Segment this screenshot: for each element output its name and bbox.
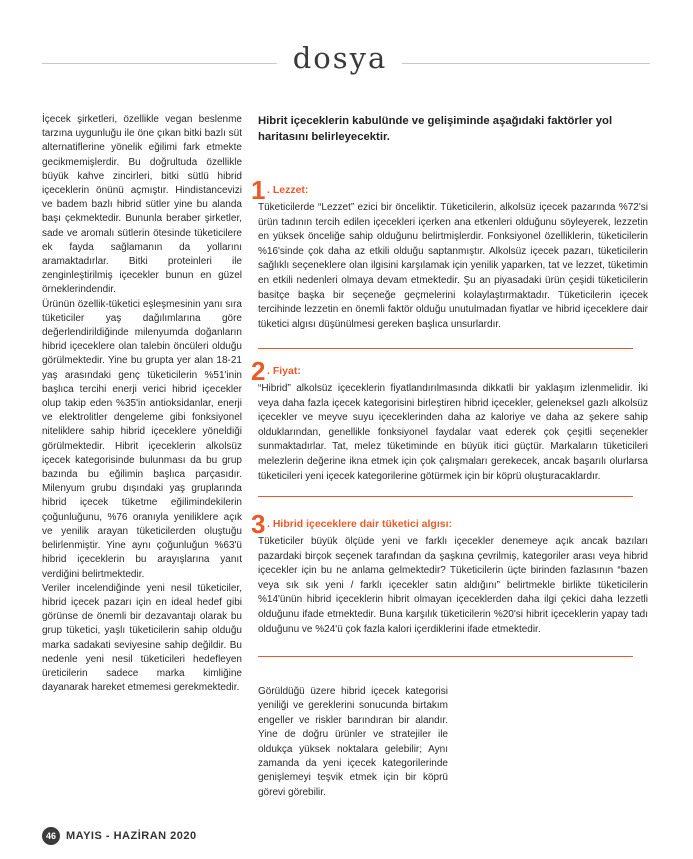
page-number: 46 — [42, 827, 60, 845]
section-body: “Hibrid” alkolsüz içeceklerin fiyatlandırılmasında dikkatli bir yaklaşım izlenmelidir. İki veya daha fazla içecek kategorisini birleştiren hibrid içecekler, geleneksel gazlı alkolsüz içecekler ve meyve suyu içeceklerinden daha az kaloriye ve daha az şekere sahip olduklarından, genellikle fonksiyonel faydalar vaat ederek çok çeşitli seçenekler sunmaktadırlar. Tat, melez tüketiminde en büyük itici güçtür. Markaların tüketicileri melezlerin değerine ikna etmek için çok çalışmaları gerekecek, ancak başarılı olurlarsa tüketicileri yeni içecek kategorilerine götürmek için bir köprü oluşturacaklardır. — [258, 383, 648, 482]
footer — [42, 825, 197, 847]
section-fiyat — [251, 356, 648, 484]
header-rule-left — [42, 63, 277, 64]
section-lezzet — [251, 175, 648, 332]
section-divider — [258, 656, 633, 657]
left-column — [42, 113, 242, 695]
section-body: Tüketiciler büyük ölçüde yeni ve farklı içecekler denemeye açık ancak bazıları pazardaki birçok seçenek tarafından da şaşkına çevrilmiş, kategoriler arası veya hibrid içecekler için bu ne anlama gelmektedir? Tüketicilerin üçte birinden fazlasının “bazen veya sık sık yeni / farklı içecekler satın aldığını” belirtmekle birlikte tüketicilerin %14'ünün hibrid içeceklerin hibrit olmayan içeceklerden daha ilgi çekici daha lezzetli olduğunu ifade etmektedir. Buna karşılık tüketicilerin %20'si hibrit içeceklerin yapay tadı olduğunu ve %24'ü çok fazla kalori içerdiklerini ifade etmektedir. — [258, 536, 648, 635]
section-number: 2 — [251, 356, 266, 386]
issue-date: MAYIS - HAZİRAN 2020 — [66, 830, 197, 842]
left-paragraph-2: Ürünün özellik-tüketici eşleşmesinin yanı sıra tüketiciler yaş dağılımlarına göre değerlendirildiğinde milenyumda doğanların hibrid içeceklere olan talebin öncüleri olduğu görülmektedir. Yine bu grupta yer alan 18-21 yaş arasındaki genç tüketicilerin %51'inin başlıca tercihi enerji verici hibrid içecekler olup takip eden %35'in antioksidanlar, enerji ve elektrolitler dengeleme gibi fonksiyonel niteliklere sahip hibrid içeceklere yöneldiği görülmektedir. Hibrit içeceklerin alkolsüz içecek kategorisinde bulunması da bu grup bazında bu eğilimin başlıca parçasıdır. Milenyum grubu dışındaki yaş gruplarında hibrid içecek tüketme eğilimindekilerin çoğunluğunu, %76 oranıyla yeniliklere açık ve yenilik arayan tüketicilerden oluştuğu belirlenmiştir. Yine aynı çoğunluğun %63'ü hibrid içeceklerin bu arayışlarına yanıt verdiğini belirtmektedir. — [42, 298, 242, 580]
section-header — [251, 356, 648, 386]
section-title: dosya — [292, 41, 388, 75]
section-body: Tüketicilerde “Lezzet” ezici bir önceliktir. Tüketicilerin, alkolsüz içecek pazarında %72'si ürün tadının tercih edilen içecekleri içerken ana etkenleri olduğunu söyleyerek, lezzetin en yüksek önceliğe sahip olduğunu belirtmişlerdir. Fonksiyonel özelliklerin, tüketicilerin %16'sinde çok daha az etkili olduğu saptanmıştır. Alkolsüz içecek pazarı, tüketicilerin sağlıklı seçeneklere olan ilgisini karşılamak için yenilik yaparken, tat ve lezzet, tüketimin en etkili nedenleri olmaya devam etmektedir. Şu an piyasadaki ürün çeşidi tüketicilerin basitçe başka bir seçeneğe geçmelerini kolaylaştırmaktadır. Tüketicilerin içecek tercihinde lezzetin en önemli faktör olduğu unutulmadan fiyatlar ve hibrid içeceklere dair tüketici algısı düşünülmesi gereken başlıca unsurlardır. — [258, 202, 648, 330]
closing-paragraph: Görüldüğü üzere hibrid içecek kategorisi yeniliği ve gereklerini sonucunda birtakım engeller ve riskler barındıran bir alandır. Yine de doğru ürünler ve stratejiler ile oldukça yüksek noktalara gelebilir; Aynı zamanda da yeni içecek kategorilerinde genişlemeyi teşvik etmek için bir köprü görevi görebilir. — [258, 686, 448, 798]
section-header — [251, 509, 648, 539]
header-rule-right — [402, 63, 650, 64]
left-paragraph-3: Veriler incelendiğinde yeni nesil tüketiciler, hibrid içecek pazarı için en ideal hedef gibi görünse de önemli bir dezavantajı olarak bu grup tüketici, yaşlı tüketicilerin sahip olduğu marka sadakati seviyesine sahip değildir. Bu nedenle yeni nesil tüketicileri hedefleyen üreticilerin sadece marka kimliğine dayanarak hareket etmemesi gerekmektedir. — [42, 582, 242, 694]
intro-heading: Hibrit içeceklerin kabulünde ve gelişiminde aşağıdaki faktörler yol haritasını belirleyecektir. — [258, 115, 613, 143]
section-heading: . Hibrid içeceklere dair tüketici algısı: — [267, 518, 452, 530]
left-paragraph-1: İçecek şirketleri, özellikle vegan beslenme tarzına uygunluğu ile öne çıkan bitki bazlı süt alternatiflerine yönelik eğilimi fark etmekte gecikmemişlerdir. Bu doğrultuda özellikle büyük kahve zincirleri, bitki sütlü hibrid içeceklerin önünü açmıştır. Hindistancevizi ve badem bazlı hibrid sütler yine bu alanda başı çekmektedir. Bununla beraber şirketler, sade ve aromalı sütlerin ötesinde tüketicilere ek fayda sağlamanın da yollarını aramaktadırlar. Bitki proteinleri ile zenginleştirilmiş içecekler bunun en güzel örneklerindendir. — [42, 114, 242, 296]
section-header — [251, 175, 648, 205]
section-algi — [251, 509, 648, 637]
section-heading: . Lezzet: — [267, 184, 309, 196]
section-heading: . Fiyat: — [267, 365, 301, 377]
section-number: 1 — [251, 175, 266, 205]
section-divider — [258, 496, 633, 497]
section-number: 3 — [251, 509, 266, 539]
section-divider — [258, 348, 633, 349]
